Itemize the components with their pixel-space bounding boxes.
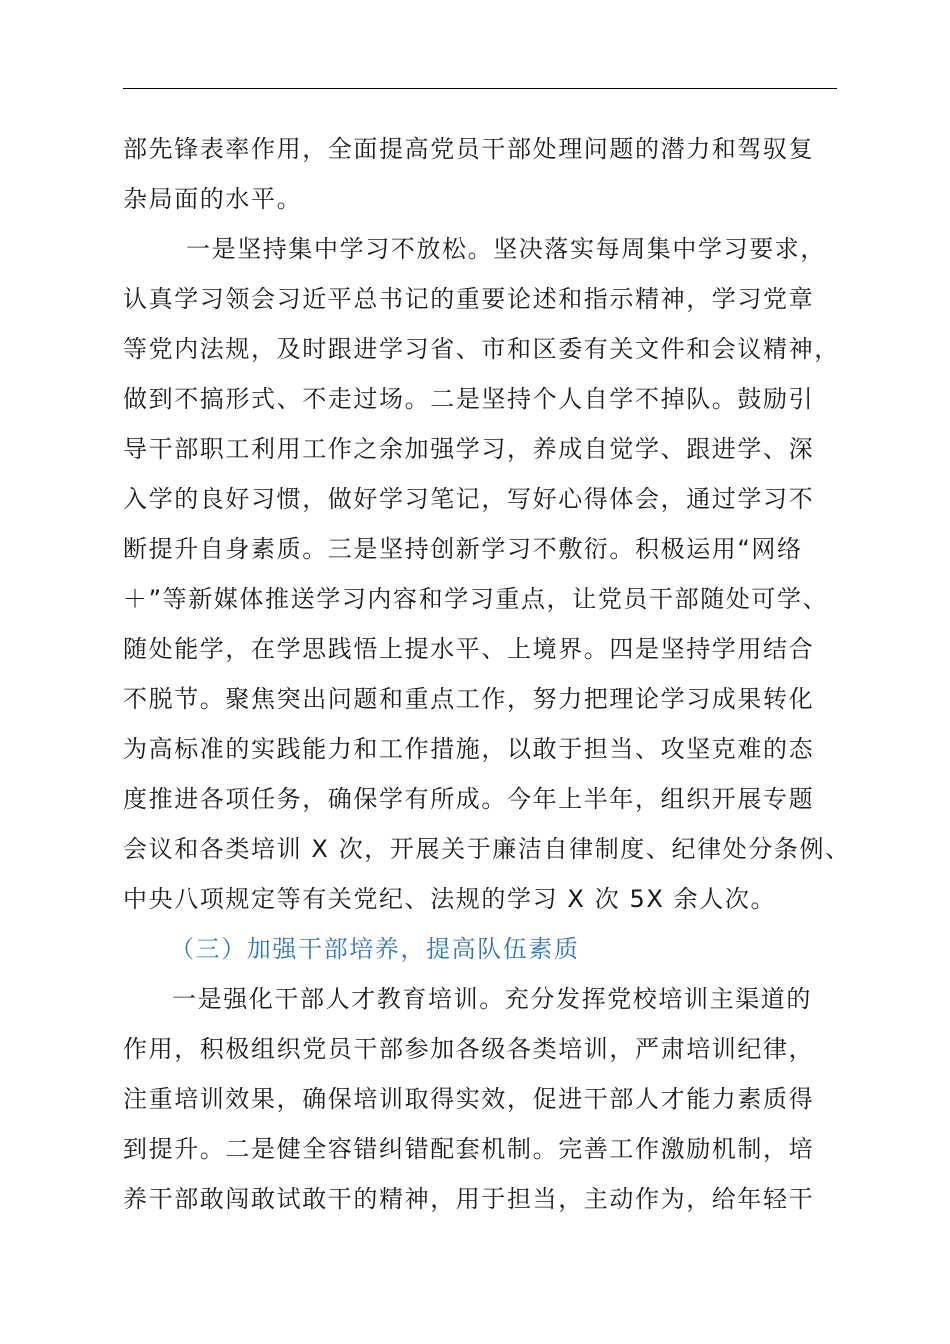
text-line: 中央八项规定等有关党纪、法规的学习 X 次 5X 余人次。 <box>123 885 777 913</box>
text-line: 部先锋表率作用，全面提高党员干部处理问题的潜力和驾驭复 <box>123 135 815 163</box>
text-line: 不脱节。聚焦突出问题和重点工作，努力把理论学习成果转化 <box>123 685 815 713</box>
text-line: 等党内法规，及时跟进学习省、市和区委有关文件和会议精神， <box>123 335 840 363</box>
text-line: 随处能学，在学思践悟上提水平、上境界。四是坚持学用结合 <box>123 635 815 663</box>
text-line: 养干部敢闯敢试敢干的精神，用于担当，主动作为，给年轻干 <box>123 1185 815 1213</box>
text-line: 度推进各项任务，确保学有所成。今年上半年，组织开展专题 <box>123 785 815 813</box>
text-line: ＋”等新媒体推送学习内容和学习重点，让党员干部随处可学、 <box>123 585 829 613</box>
text-line: 做到不搞形式、不走过场。二是坚持个人自学不掉队。鼓励引 <box>123 385 815 413</box>
text-line: 断提升自身素质。三是坚持创新学习不敷衍。积极运用“网络 <box>123 535 803 563</box>
text-line: 认真学习领会习近平总书记的重要论述和指示精神，学习党章 <box>123 285 815 313</box>
text-line: 入学的良好习惯，做好学习笔记，写好心得体会，通过学习不 <box>123 485 815 513</box>
text-line: 注重培训效果，确保培训取得实效，促进干部人才能力素质得 <box>123 1085 815 1113</box>
text-line: 作用，积极组织党员干部参加各级各类培训，严肃培训纪律， <box>123 1035 815 1063</box>
text-line: 为高标准的实践能力和工作措施，以敢于担当、攻坚克难的态 <box>123 735 815 763</box>
text-line: 导干部职工利用工作之余加强学习，养成自觉学、跟进学、深 <box>123 435 815 463</box>
text-line: 会议和各类培训 X 次，开展关于廉洁自律制度、纪律处分条例、 <box>123 835 851 863</box>
paragraph-first-line: 一是强化干部人才教育培训。充分发挥党校培训主渠道的 <box>172 985 812 1013</box>
section-heading: （三）加强干部培养，提高队伍素质 <box>170 935 580 963</box>
paragraph-first-line: 一是坚持集中学习不放松。坚决落实每周集中学习要求， <box>186 235 826 263</box>
text-line: 到提升。二是健全容错纠错配套机制。完善工作激励机制，培 <box>123 1135 815 1163</box>
text-line: 杂局面的水平。 <box>123 185 303 213</box>
header-rule <box>123 88 837 89</box>
